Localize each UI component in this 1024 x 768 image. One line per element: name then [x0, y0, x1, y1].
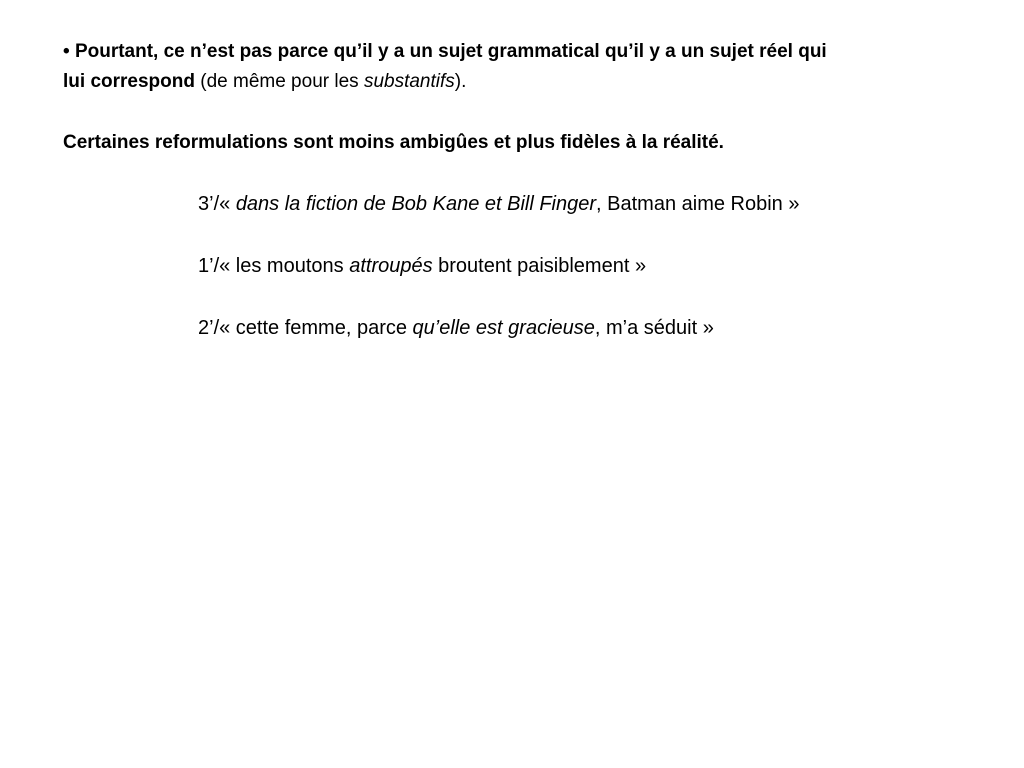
example-prefix: 1’/« les moutons — [198, 255, 350, 277]
example-1-prime — [198, 251, 646, 281]
example-italic: dans la fiction de Bob Kane et Bill Finger — [235, 193, 597, 215]
example-prefix: 3’/« — [198, 193, 236, 215]
reformulation-heading-text: Certaines reformulations sont moins ambigûes et plus fidèles à la réalité. — [63, 132, 724, 153]
example-italic: qu’elle est gracieuse — [412, 317, 595, 339]
intro-paragraph — [63, 37, 827, 97]
example-3-prime — [198, 189, 799, 219]
intro-bold-line-1: Pourtant, ce n’est pas parce qu’il y a un sujet grammatical qu’il y a un sujet réel qui — [74, 41, 827, 62]
intro-bold-line-2: lui correspond — [63, 71, 195, 92]
example-suffix: , m’a séduit » — [594, 317, 714, 339]
intro-italic-text: substantifs — [363, 71, 455, 92]
reformulation-heading — [63, 128, 724, 158]
intro-normal-text-1: (de même pour les — [194, 71, 364, 92]
intro-normal-text-2: ). — [454, 71, 467, 92]
bullet: • — [63, 41, 70, 62]
example-2-prime — [198, 313, 714, 343]
example-suffix: , Batman aime Robin » — [596, 193, 800, 215]
example-italic: attroupés — [349, 255, 433, 277]
example-suffix: broutent paisiblement » — [432, 255, 647, 277]
example-prefix: 2’/« cette femme, parce — [198, 317, 413, 339]
